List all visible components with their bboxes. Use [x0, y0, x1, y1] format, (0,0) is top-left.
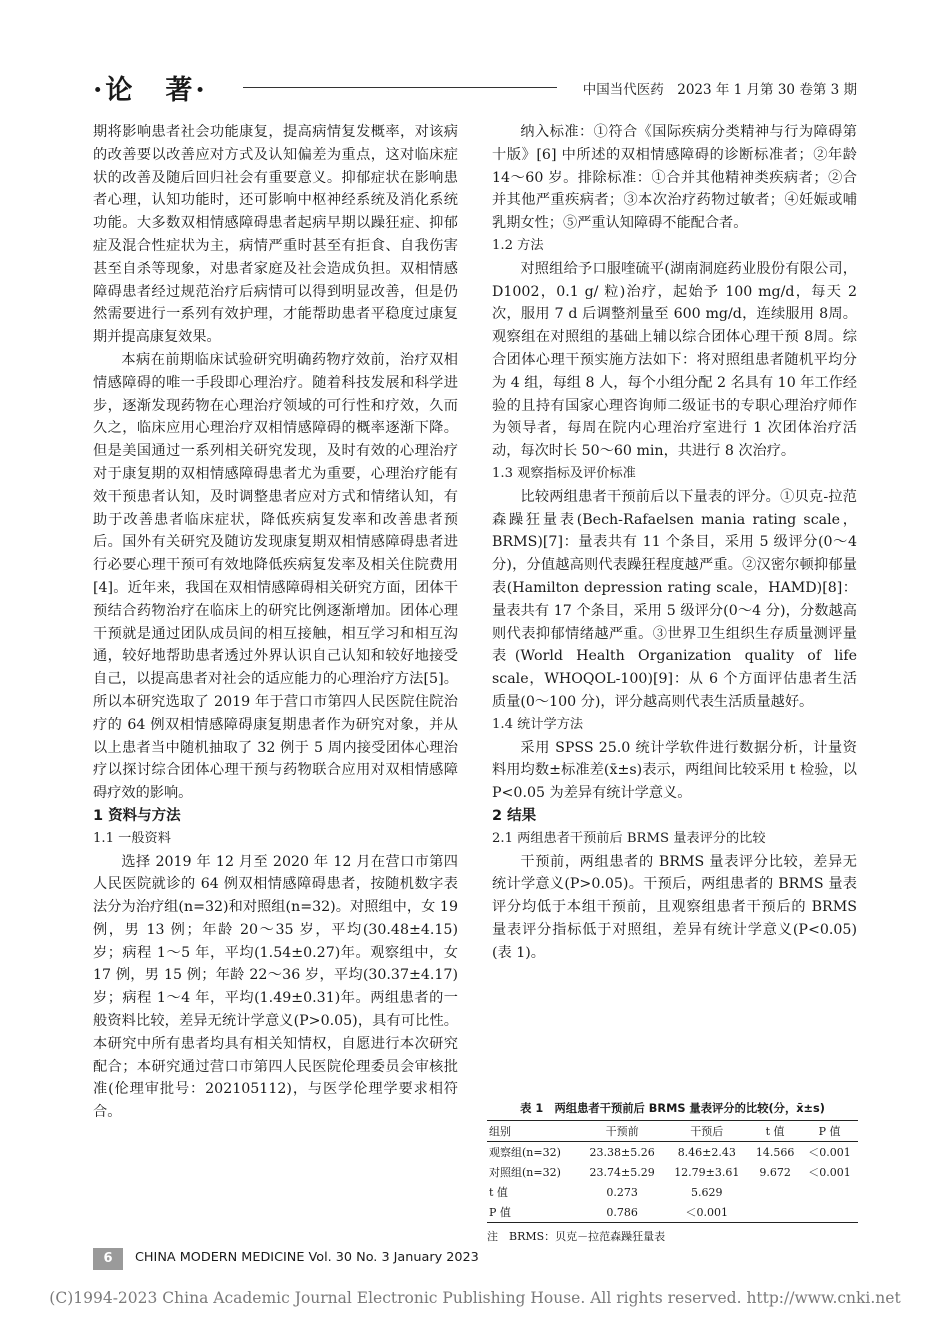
copyright-watermark: (C)1994-2023 China Academic Journal Electronic Publishing House. All rights reserved. http://www.cnki.net	[49, 1289, 901, 1307]
table-note: 注 BRMS：贝克－拉范森躁狂量表	[487, 1230, 666, 1243]
table-cell: 0.273	[606, 1185, 638, 1199]
heading-results: 2 结果	[492, 807, 537, 824]
table-caption: 表 1 两组患者干预前后 BRMS 量表评分的比较(分，x̄±s)	[520, 1102, 825, 1115]
table-cell: P 值	[489, 1206, 511, 1219]
table-cell: 14.566	[755, 1145, 795, 1159]
paragraph-brms-results: 干预前，两组患者的 BRMS 量表评分比较，差异无统计学意义(P>0.05)。干预后，两组患者的 BRMS 量表评分均低于本组干预前，且观察组患者干预后的 BRMS 量表评分指标低于对照组，差异有统计学意义(P<0.05)(表 1)。	[492, 853, 857, 961]
table-1	[487, 1100, 858, 1244]
brms-table	[487, 1120, 858, 1223]
heading-general-data: 1.1 一般资料	[93, 830, 171, 846]
table-cell: ＜0.001	[808, 1166, 851, 1179]
table-cell: 5.629	[691, 1185, 723, 1199]
table-row	[487, 1142, 858, 1163]
table-cell	[801, 1182, 858, 1202]
table-cell	[801, 1202, 858, 1223]
section-tag: ·论 著·	[93, 75, 208, 106]
page-number: 6	[93, 1248, 123, 1270]
journal-issue: 中国当代医药 2023 年 1 月第 30 卷第 3 期	[582, 82, 857, 98]
heading-brms-comparison: 2.1 两组患者干预前后 BRMS 量表评分的比较	[492, 830, 766, 846]
table-header-row	[487, 1121, 858, 1142]
table-cell	[749, 1182, 801, 1202]
running-header	[93, 64, 857, 104]
table-cell: ＜0.001	[685, 1206, 729, 1219]
table-cell: 23.74±5.29	[589, 1165, 655, 1179]
journal-english-name: CHINA MODERN MEDICINE Vol. 30 No. 3 January 2023	[135, 1250, 479, 1265]
paragraph-indicators: 比较两组患者干预前后以下量表的评分。①贝克-拉范森躁狂量表(Bech-Rafaelsen mania rating scale，BRMS)[7]：量表共有 11 个条目，采用 5 级评分(0～4分)，分值越高则代表躁狂程度越严重。②汉密尔顿抑郁量表(Hamilton depression rating scale，HAMD)[8]：量表共有 17 个条目，采用 5 级评分(0～4 分)，分数越高则代表抑郁情绪越严重。③世界卫生组织生存质量测评量表(World Health Organization quality of life scale，WHOQOL-100)[9]：从 6 个方面评估患者生活质量(0～100 分)，评分越高则代表生活质量越好。	[492, 488, 857, 710]
right-column	[492, 121, 857, 964]
heading-methods: 1 资料与方法	[93, 807, 181, 824]
table-cell: 23.38±5.26	[589, 1145, 655, 1159]
table-cell	[749, 1202, 801, 1223]
heading-indicators: 1.3 观察指标及评价标准	[492, 465, 636, 481]
heading-statistics: 1.4 统计学方法	[492, 716, 584, 732]
paragraph-intro-cont: 期将影响患者社会功能康复，提高病情复发概率，对该病的改善要以改善应对方式及认知偏差为重点，这对临床症状的改善及随后回归社会有重要意义。抑郁症状在影响患者心理，认知功能时，还可影响中枢神经系统及消化系统功能。大多数双相情感障碍患者起病早期以躁狂症、抑郁症及混合性症状为主，病情严重时甚至有拒食、自我伤害甚至自杀等现象，对患者家庭及社会造成负担。双相情感障碍患者经过规范治疗后病情可以得到明显改善，但是仍然需要进行一系列有效护理，才能帮助患者平稳度过康复期并提高康复效果。	[93, 124, 458, 346]
col-header-after: 干预后	[690, 1125, 724, 1138]
table-row	[487, 1162, 858, 1182]
table-cell: 0.786	[606, 1205, 638, 1219]
col-header-before: 干预前	[605, 1125, 639, 1138]
table-cell: 9.672	[759, 1165, 791, 1179]
paragraph-criteria: 纳入标准：①符合《国际疾病分类精神与行为障碍第十版》[6] 中所述的双相情感障碍的诊断标准者；②年龄 14～60 岁。排除标准：①合并其他精神类疾病者；②合并其他严重疾病者；③本次治疗药物过敏者；④妊娠或哺乳期女性；⑤严重认知障碍不能配合者。	[492, 124, 857, 232]
table-cell: 对照组(n=32)	[489, 1166, 561, 1179]
table-cell: 观察组(n=32)	[489, 1146, 561, 1159]
header-rule	[243, 87, 557, 88]
left-column	[93, 121, 458, 1124]
col-header-t: t 值	[765, 1125, 785, 1138]
table-cell: ＜0.001	[808, 1146, 851, 1159]
table-cell: t 值	[489, 1186, 508, 1199]
col-header-p: P 值	[818, 1125, 841, 1138]
col-header-group: 组别	[489, 1125, 511, 1138]
paragraph-background: 本病在前期临床试验研究明确药物疗效前，治疗双相情感障碍的唯一手段即心理治疗。随着科技发展和科学进步，逐渐发现药物在心理治疗领域的可行性和疗效，久而久之，临床应用心理治疗双相情感障碍的概率逐渐下降。但是美国通过一系列相关研究发现，及时有效的心理治疗对于康复期的双相情感障碍患者尤为重要，心理治疗能有效干预患者认知，及时调整患者应对方式和情绪认知，有助于改善患者临床症状，降低疾病复发率和改善患者预后。国外有关研究及随访发现康复期双相情感障碍患者进行必要心理干预可有效地降低疾病复发率及相关住院费用[4]。近年来，我国在双相情感障碍相关研究方面，团体干预结合药物治疗在临床上的研究比例逐渐增加。团体心理干预就是通过团队成员间的相互接触，相互学习和相互沟通，较好地帮助患者透过外界认识自己认知和较好地接受自己，以提高患者对社会的适应能力的心理治疗方法[5]。所以本研究选取了 2019 年于营口市第四人民医院住院治疗的 64 例双相情感障碍康复期患者作为研究对象，并从以上患者当中随机抽取了 32 例于 5 周内接受团体心理治疗以探讨综合团体心理干预与药物联合应用对双相情感障碍疗效的影响。	[93, 351, 458, 802]
table-row	[487, 1202, 858, 1223]
table-cell: 8.46±2.43	[677, 1145, 736, 1159]
paragraph-general-data: 选择 2019 年 12 月至 2020 年 12 月在营口市第四人民医院就诊的 64 例双相情感障碍患者，按随机数字表法分为治疗组(n=32)和对照组(n=32)。对照组中，女 19 例，男 13 例；年龄 20～35 岁，平均(30.48±4.15)岁；病程 1～5 年，平均(1.54±0.27)年。观察组中，女 17 例，男 15 例；年龄 22～36 岁，平均(30.37±4.17)岁；病程 1～4 年，平均(1.49±0.31)年。两组患者的一般资料比较，差异无统计学意义(P>0.05)，具有可比性。本研究中所有患者均具有相关知情权，自愿进行本次研究配合；本研究通过营口市第四人民医院伦理委员会审核批准(伦理审批号：202105112)，与医学伦理学要求相符合。	[93, 853, 458, 1121]
table-cell: 12.79±3.61	[674, 1165, 740, 1179]
table-row	[487, 1182, 858, 1202]
heading-method: 1.2 方法	[492, 237, 544, 253]
paragraph-statistics: 采用 SPSS 25.0 统计学软件进行数据分析，计量资料用均数±标准差(x̄±s)表示，两组间比较采用 t 检验，以 P<0.05 为差异有统计学意义。	[492, 739, 857, 802]
paragraph-method: 对照组给予口服喹硫平(湖南洞庭药业股份有限公司，D1002，0.1 g/ 粒)治疗，起始予 100 mg/d，每天 2次，服用 7 d 后调整剂量至 600 mg/d，连续服用 8周。观察组在对照组的基础上辅以综合团体心理干预 8周。综合团体心理干预实施方法如下：将对照组患者随机平均分为 4 组，每组 8 人，每个小组分配 2 名具有 10 年工作经验的且持有国家心理咨询师二级证书的专职心理治疗师作为领导者，每周在院内心理治疗室进行 1 次团体治疗活动，每次时长 50～60 min，共进行 8 次治疗。	[492, 260, 857, 460]
